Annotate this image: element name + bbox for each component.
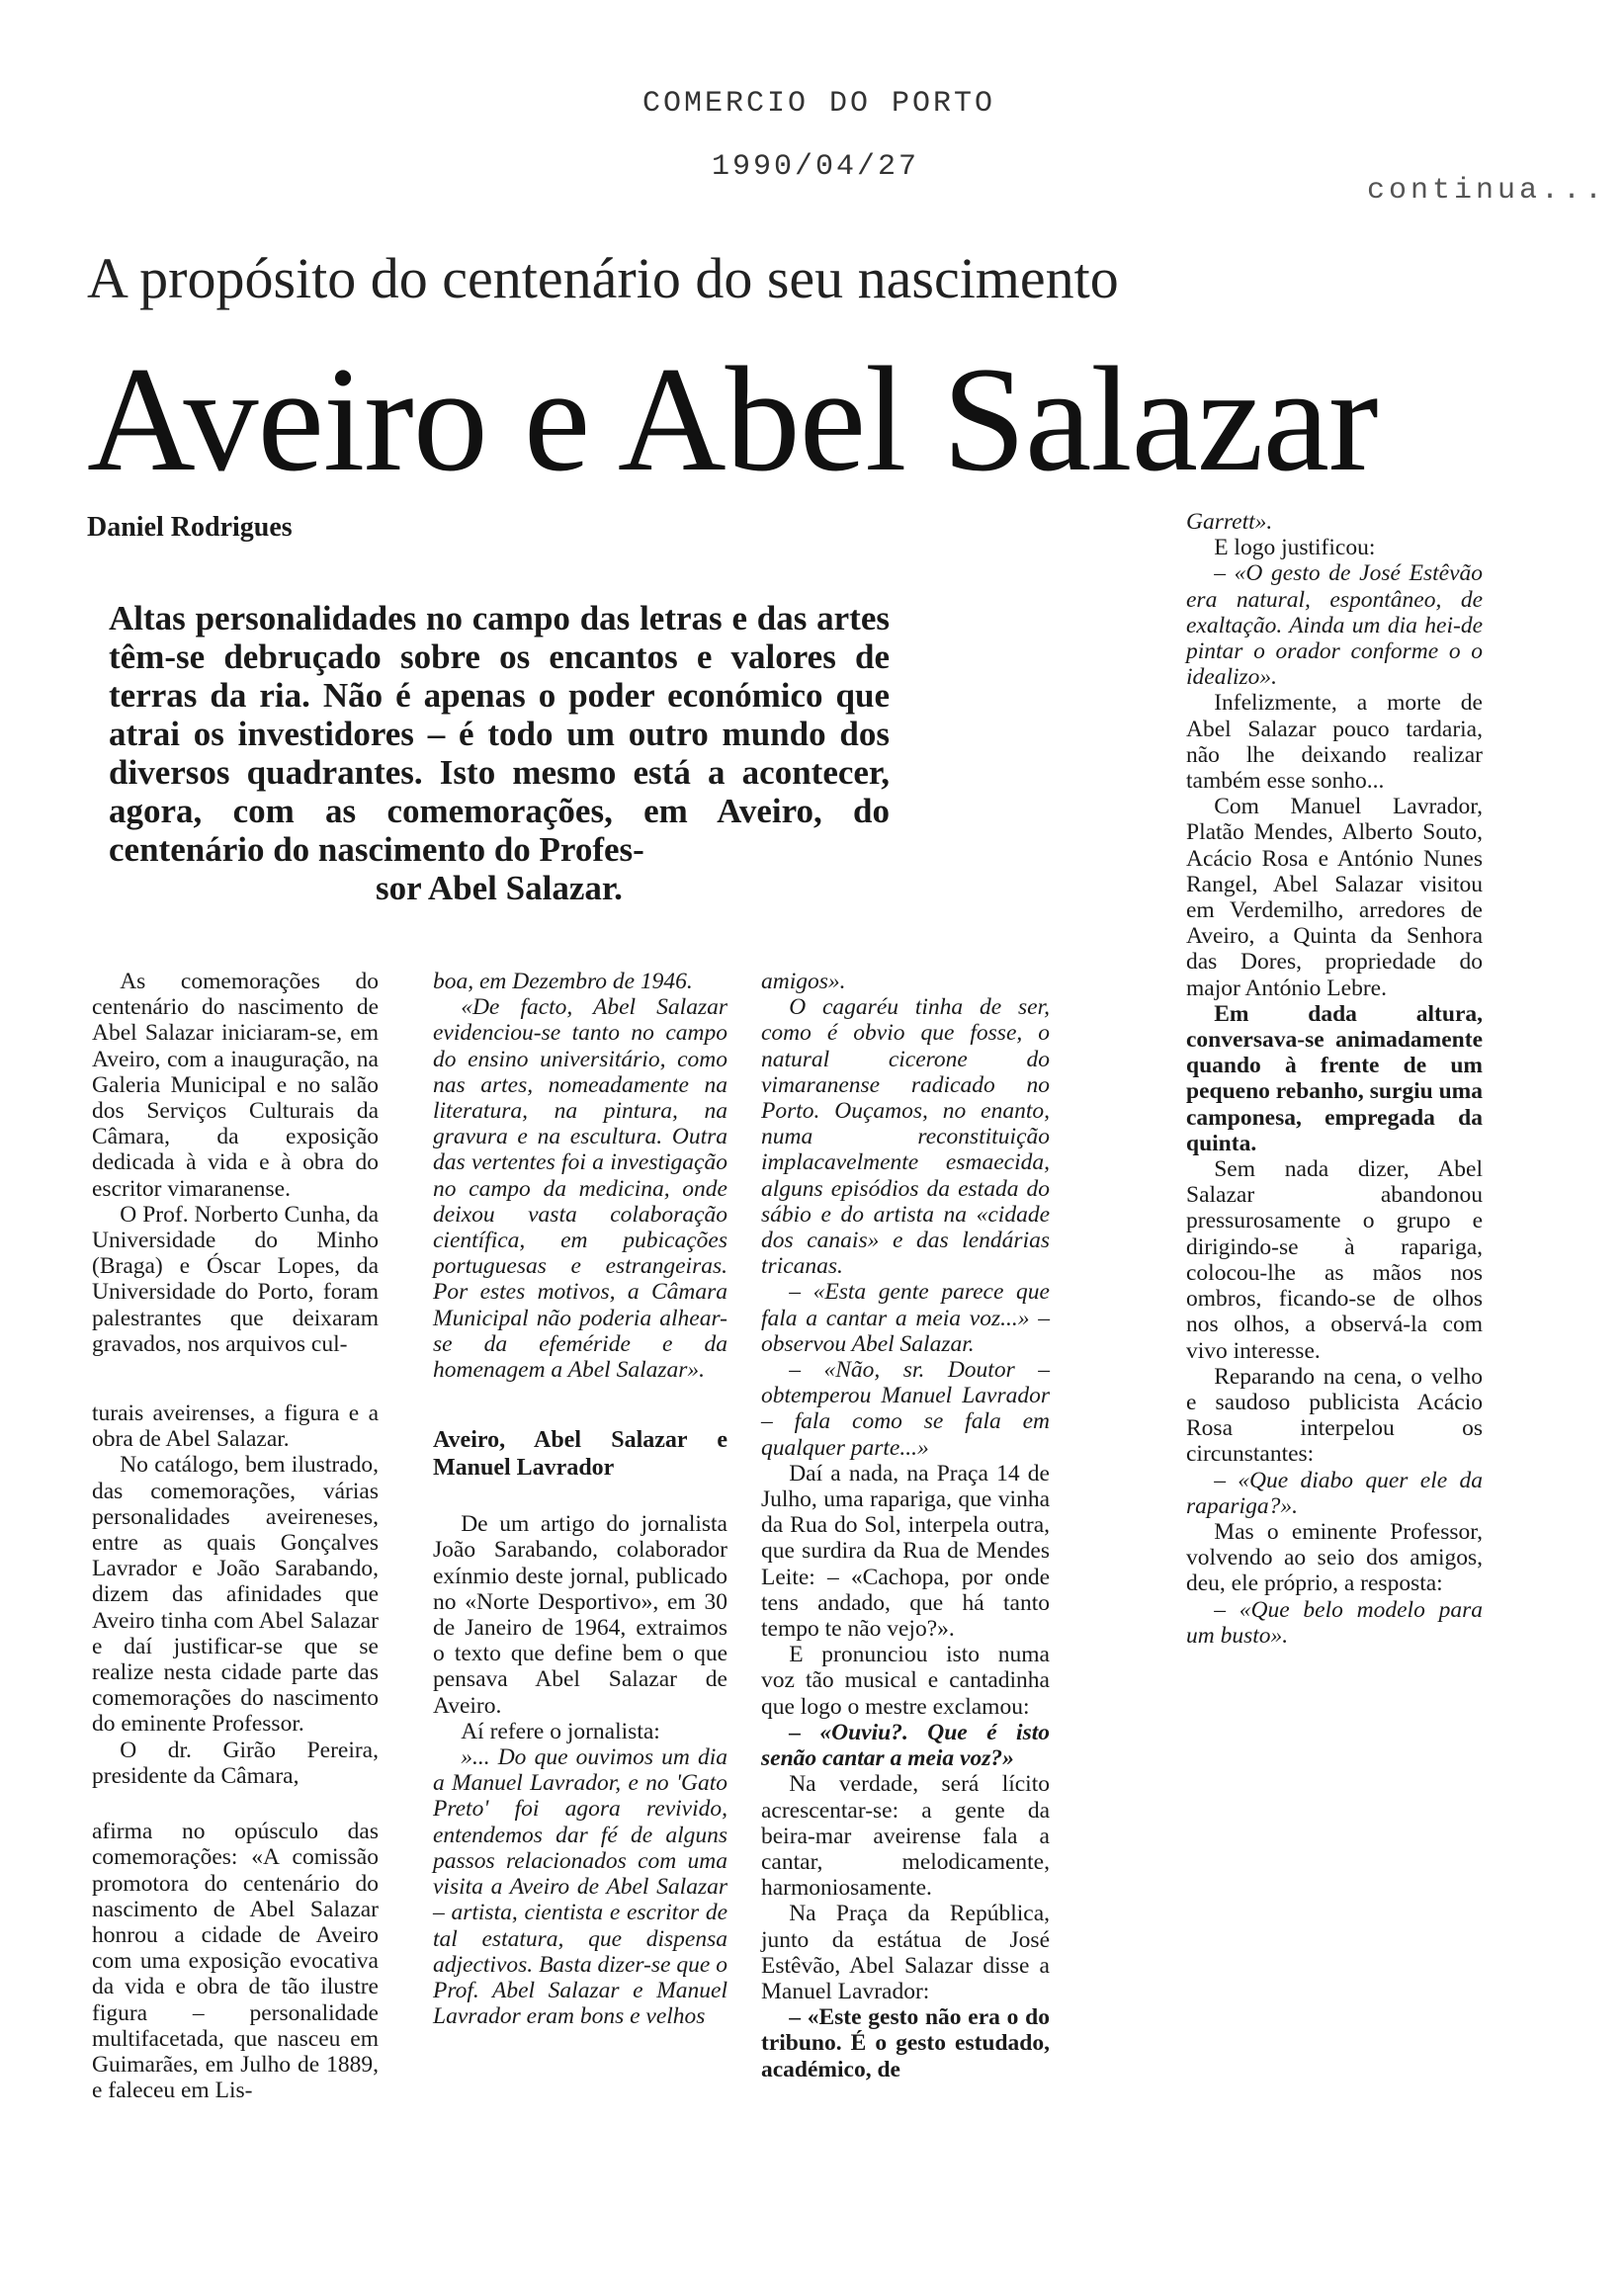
- article-column-3: [761, 969, 1050, 2082]
- paragraph: Mas o eminente Professor, volvendo ao seio dos amigos, deu, ele próprio, a resposta:: [1186, 1518, 1483, 1597]
- paragraph: Na Praça da República, junto da estátua de José Estêvão, Abel Salazar disse a Manuel Lavrador:: [761, 1901, 1050, 2004]
- quote-paragraph: «De facto, Abel Salazar evidenciou-se tanto no campo do ensino universitário, como nas artes, nomeadamente na literatura, na pintura, na gravura e na escultura. Outra das vertentes foi a investigação no campo da medicina, onde deixou vasta colaboração científica, em pubicações portuguesas e estrangeiras. Por estes motivos, a Câmara Municipal não poderia alhear-se da efeméride e da homenagem a Abel Salazar».: [433, 994, 727, 1384]
- paragraph: boa, em Dezembro de 1946.: [433, 969, 693, 994]
- lead-paragraph-end: sor Abel Salazar.: [376, 869, 623, 907]
- article-headline: Aveiro e Abel Salazar: [87, 336, 1378, 502]
- paragraph: Sem nada dizer, Abel Salazar abandonou pressurosamente o grupo e dirigindo-se à rapariga, colocou-lhe as mãos nos ombros, ficando-se de olhos nos olhos, a observá-la com vivo interesse.: [1186, 1156, 1483, 1364]
- paragraph: – «Esta gente parece que fala a cantar a meia voz...» – observou Abel Salazar.: [761, 1279, 1050, 1357]
- quote-paragraph: »... Do que ouvimos um dia a Manuel Lavrador, e no 'Gato Preto' foi agora revivido, entendemos dar fé de alguns passos relacionados com uma visita a Aveiro de Abel Salazar – artista, cientista e escritor de tal estatura, que dispensa adjectivos. Basta dizer-se que o Prof. Abel Salazar e Manuel Lavrador eram bons e velhos: [433, 1744, 727, 2030]
- paragraph: Daí a nada, na Praça 14 de Julho, uma rapariga, que vinha da Rua do Sol, interpela outra, que surdira da Rua de Mendes Leite: – «Cachopa, por onde tens andado, que há tanto tempo te não vejo?».: [761, 1460, 1050, 1643]
- paragraph: E pronunciou isto numa voz tão musical e cantadinha que logo o mestre exclamou:: [761, 1642, 1050, 1720]
- paragraph: Na verdade, será lícito acrescentar-se: a gente da beira-mar aveirense fala a cantar, melodicamente, harmoniosamente.: [761, 1771, 1050, 1902]
- paragraph: Em dada altura, conversava-se animadamente quando à frente de um pequeno rebanho, surgiu uma camponesa, empregada da quinta.: [1186, 1000, 1483, 1156]
- quote-paragraph: – «Que belo modelo para um busto».: [1186, 1596, 1483, 1649]
- paragraph: turais aveirenses, a figura e a obra de Abel Salazar.: [92, 1401, 379, 1453]
- paragraph: O dr. Girão Pereira, presidente da Câmara,: [92, 1737, 379, 1789]
- paragraph: Reparando na cena, o velho e saudoso publicista Acácio Rosa interpelou os circunstantes:: [1186, 1363, 1483, 1468]
- article-column-2: [433, 969, 727, 2029]
- article-column-1: [92, 969, 379, 2103]
- paragraph: O cagaréu tinha de ser, como é obvio que fosse, o natural cicerone do vimaranense radicado no Porto. Ouçamos, no enanto, numa reconstituição implacavelmente esmaecida, alguns episódios da estada do sábio e do artista na «cidade dos canais» e das lendárias tricanas.: [761, 994, 1050, 1280]
- article-kicker: A propósito do centenário do seu nascimento: [87, 246, 1119, 310]
- paragraph: Com Manuel Lavrador, Platão Mendes, Alberto Souto, Acácio Rosa e António Nunes Rangel, Abel Salazar visitou em Verdemilho, arredores de Aveiro, a Quinta da Senhora das Dores, propriedade do major António Lebre.: [1186, 794, 1483, 1001]
- continued-marker: continua...: [1367, 174, 1607, 208]
- paragraph: No catálogo, bem ilustrado, das comemorações, várias personalidades aveireneses, entre as quais Gonçalves Lavrador e João Sarabando, dizem das afinidades que Aveiro tinha com Abel Salazar e daí justificar-se que se realize nesta cidade parte das comemorações do nascimento do eminente Professor.: [92, 1452, 379, 1738]
- quote-paragraph: – «Este gesto não era o do tribuno. É o gesto estudado, académico, de: [761, 2004, 1050, 2082]
- paragraph: Infelizmente, a morte de Abel Salazar pouco tardaria, não lhe deixando realizar também esse sonho...: [1186, 690, 1483, 795]
- paragraph: Aí refere o jornalista:: [461, 1718, 660, 1744]
- paragraph: E logo justificou:: [1214, 535, 1376, 561]
- article-column-4: [1186, 509, 1483, 1649]
- paragraph: Garrett».: [1186, 509, 1273, 535]
- paragraph: O Prof. Norberto Cunha, da Universidade do Minho (Braga) e Óscar Lopes, da Universidade do Porto, foram palestrantes que deixaram gravados, nos arquivos cul-: [92, 1201, 379, 1357]
- date-stamp: 1990/04/27: [712, 150, 920, 184]
- quote-paragraph: – «Que diabo quer ele da rapariga?».: [1186, 1467, 1483, 1519]
- section-subheading: Aveiro, Abel Salazar e Manuel Lavrador: [433, 1427, 727, 1482]
- paragraph: As comemorações do centenário do nascimento de Abel Salazar iniciaram-se, em Aveiro, com a inauguração, na Galeria Municipal e no salão dos Serviços Culturais da Câmara, da exposição dedicada à vida e à obra do escritor vimaranense.: [92, 969, 379, 1202]
- lead-paragraph: Altas personalidades no campo das letras e das artes têm-se debruçado sobre os encantos e valores de terras da ria. Não é apenas o poder económico que atrai os investidores – é todo um outro mundo dos diversos quadrantes. Isto mesmo está a acontecer, agora, com as comemorações, em Aveiro, do centenário do nascimento do Profes-: [109, 599, 890, 869]
- quote-paragraph: – «O gesto de José Estêvão era natural, espontâneo, de exaltação. Ainda um dia hei-de pintar o orador conforme o o idealizo».: [1186, 560, 1483, 691]
- paragraph: afirma no opúsculo das comemorações: «A comissão promotora do centenário do nascimento de Abel Salazar honrou a cidade de Aveiro com uma exposição evocativa da vida e obra de tão ilustre figura – personalidade multifacetada, que nasceu em Guimarães, em Julho de 1889, e faleceu em Lis-: [92, 1819, 379, 2104]
- paragraph: amigos».: [761, 969, 846, 994]
- quote-paragraph: – «Ouviu?. Que é isto senão cantar a meia voz?»: [761, 1719, 1050, 1772]
- article-lead: [109, 599, 890, 907]
- paragraph: De um artigo do jornalista João Sarabando, colaborador exínmio deste jornal, publicado no «Norte Desportivo», em 30 de Janeiro de 1964, extraimos o texto que define bem o que pensava Abel Salazar de Aveiro.: [433, 1511, 727, 1719]
- article-byline: Daniel Rodrigues: [87, 512, 293, 543]
- newspaper-source-stamp: COMERCIO DO PORTO: [642, 87, 996, 121]
- paragraph: – «Não, sr. Doutor – obtemperou Manuel Lavrador – fala como se fala em qualquer parte...»: [761, 1357, 1050, 1461]
